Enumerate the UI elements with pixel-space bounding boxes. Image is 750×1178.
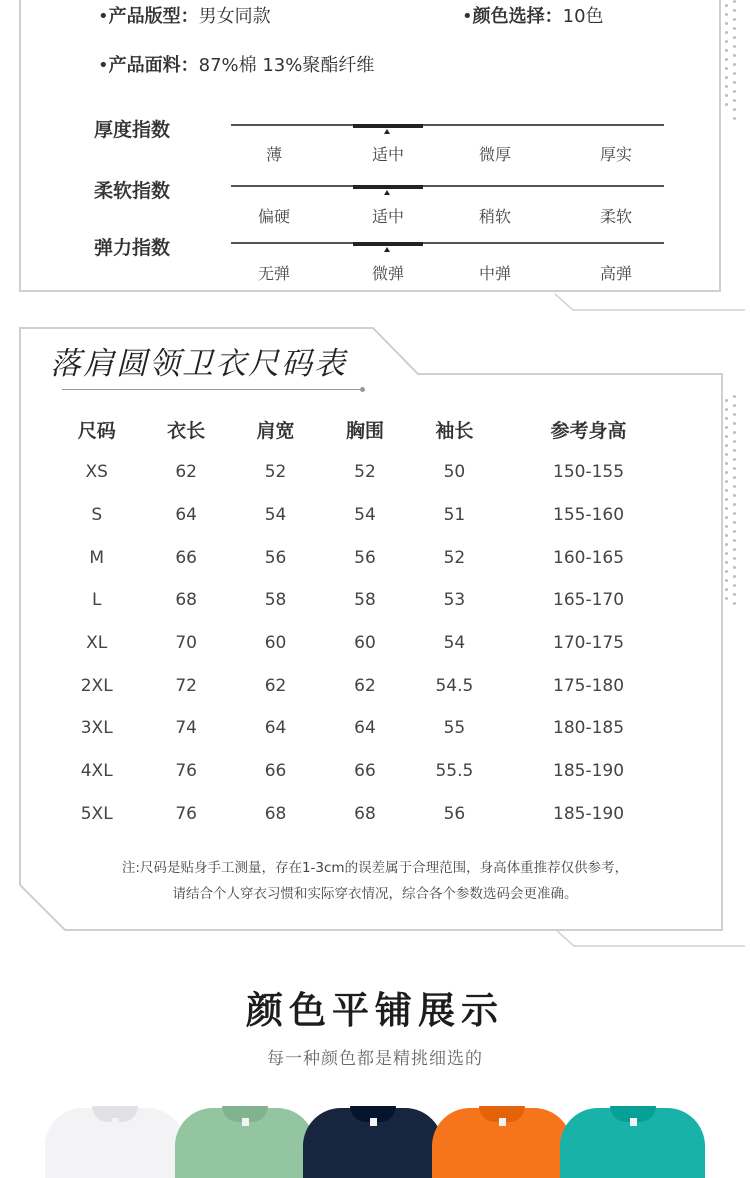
elasticity-option: 微弹 — [371, 264, 404, 283]
table-cell: 3XL — [80, 718, 113, 739]
title-underline-dot — [360, 387, 365, 392]
table-cell: 62 — [354, 675, 376, 696]
table-row — [52, 494, 678, 537]
table-cell: 68 — [175, 590, 197, 611]
table-cell: 60 — [354, 633, 376, 654]
table-cell: 51 — [443, 505, 466, 526]
table-cell: 64 — [354, 718, 376, 739]
shirt-swatch-white[interactable] — [45, 1108, 185, 1178]
shirt-swatch-navy[interactable] — [303, 1108, 443, 1178]
header-length: 衣长 — [167, 419, 206, 442]
color-section-subtitle: 每一种颜色都是精挑细选的 — [267, 1049, 483, 1069]
table-cell: 150-155 — [553, 462, 625, 483]
table-cell: 54 — [354, 505, 376, 526]
table-cell: 160-165 — [553, 547, 625, 568]
table-cell: 52 — [264, 462, 287, 483]
table-cell: 185-190 — [553, 761, 625, 782]
softness-selected-marker — [353, 185, 423, 189]
table-cell: 64 — [264, 718, 287, 739]
shirt-swatch-sage-green[interactable] — [175, 1108, 315, 1178]
thickness-scale-line — [231, 124, 664, 126]
size-table-header — [52, 407, 678, 451]
table-cell: 68 — [354, 803, 376, 824]
shirt-tag — [499, 1118, 506, 1126]
table-cell: 66 — [264, 761, 287, 782]
elasticity-scale-line — [231, 242, 664, 244]
color-value: 10色 — [562, 6, 604, 27]
table-row — [52, 579, 678, 622]
table-cell: 64 — [175, 505, 197, 526]
table-cell: 2XL — [80, 675, 113, 696]
elasticity-index-label: 弹力指数 — [94, 237, 171, 259]
thickness-index-label: 厚度指数 — [94, 119, 171, 141]
shirt-tag — [112, 1118, 119, 1126]
dot-decoration — [725, 4, 729, 112]
softness-option: 适中 — [371, 207, 404, 226]
table-cell: 55 — [443, 718, 466, 739]
shirt-tag — [370, 1118, 377, 1126]
table-cell: 70 — [175, 633, 197, 654]
shirt-swatch-teal[interactable] — [560, 1108, 705, 1178]
table-cell: 66 — [354, 761, 376, 782]
fabric-property: •产品面料：87%棉 13%聚酯纤维 — [98, 55, 375, 76]
table-cell: 66 — [175, 547, 197, 568]
table-cell: 54.5 — [435, 675, 474, 696]
thickness-selected-marker — [353, 124, 423, 128]
table-cell: 60 — [264, 633, 287, 654]
table-cell: 76 — [175, 803, 197, 824]
table-cell: 62 — [264, 675, 287, 696]
table-row — [52, 707, 678, 750]
table-row — [52, 536, 678, 579]
table-cell: 58 — [264, 590, 287, 611]
header-height: 参考身高 — [550, 419, 627, 442]
thickness-pointer-icon — [384, 129, 390, 134]
header-chest: 胸围 — [345, 419, 384, 442]
table-cell: XL — [86, 633, 108, 654]
softness-index-label: 柔软指数 — [94, 180, 171, 202]
thickness-option: 薄 — [265, 145, 282, 164]
softness-option: 柔软 — [599, 207, 632, 226]
fit-value: 男女同款 — [198, 6, 271, 27]
table-cell: 76 — [175, 761, 197, 782]
color-section-title: 颜色平铺展示 — [246, 989, 504, 1032]
table-cell: 185-190 — [553, 803, 625, 824]
table-cell: 72 — [175, 675, 197, 696]
dot-decoration — [733, 0, 737, 126]
table-cell: 4XL — [80, 761, 113, 782]
size-chart-title: 落肩圆领卫衣尺码表 — [50, 346, 347, 382]
size-note-line1: 注:尺码是贴身手工测量，存在1-3cm的误差属于合理范围，身高体重推荐仅供参考， — [121, 860, 629, 876]
table-cell: XS — [85, 462, 108, 483]
fabric-value: 87%棉 13%聚酯纤维 — [198, 55, 375, 76]
table-cell: 74 — [175, 718, 197, 739]
header-size: 尺码 — [77, 419, 116, 442]
softness-scale-line — [231, 185, 664, 187]
fabric-label: 产品面料： — [108, 55, 199, 76]
table-row — [52, 451, 678, 494]
table-cell: 68 — [264, 803, 287, 824]
table-cell: 56 — [443, 803, 466, 824]
shirt-tag — [630, 1118, 637, 1126]
header-sleeve: 袖长 — [435, 419, 474, 442]
table-cell: 55.5 — [435, 761, 474, 782]
elasticity-option: 高弹 — [599, 264, 632, 283]
color-property: •颜色选择：10色 — [462, 6, 604, 27]
elasticity-selected-marker — [353, 242, 423, 246]
table-cell: 170-175 — [553, 633, 625, 654]
fit-label: 产品版型： — [108, 6, 199, 27]
size-table — [52, 407, 678, 835]
fit-property: •产品版型：男女同款 — [98, 6, 271, 27]
dot-decoration — [733, 395, 737, 611]
table-cell: 5XL — [80, 803, 113, 824]
table-cell: 155-160 — [553, 505, 625, 526]
thickness-option: 适中 — [371, 145, 404, 164]
table-cell: L — [91, 590, 102, 611]
table-row — [52, 664, 678, 707]
table-row — [52, 793, 678, 836]
dot-decoration — [725, 399, 729, 606]
elasticity-option: 中弹 — [478, 264, 511, 283]
header-shoulder: 肩宽 — [256, 419, 295, 442]
shirt-swatch-orange[interactable] — [432, 1108, 572, 1178]
shirt-tag — [242, 1118, 249, 1126]
size-note-line2: 请结合个人穿衣习惯和实际穿衣情况，综合各个参数选码会更准确。 — [172, 886, 578, 902]
elasticity-pointer-icon — [384, 247, 390, 252]
table-cell: M — [89, 547, 105, 568]
thickness-option: 厚实 — [599, 145, 632, 164]
table-cell: 56 — [264, 547, 287, 568]
softness-option: 稍软 — [478, 207, 511, 226]
table-cell: 54 — [264, 505, 287, 526]
table-cell: 52 — [443, 547, 466, 568]
table-cell: 50 — [443, 462, 466, 483]
table-cell: 175-180 — [553, 675, 625, 696]
table-cell: 58 — [354, 590, 376, 611]
table-cell: 53 — [443, 590, 466, 611]
table-row — [52, 622, 678, 665]
table-cell: 62 — [175, 462, 197, 483]
title-underline — [62, 389, 362, 390]
elasticity-option: 无弹 — [257, 264, 290, 283]
table-row — [52, 750, 678, 793]
table-cell: S — [91, 505, 103, 526]
table-cell: 180-185 — [553, 718, 625, 739]
softness-pointer-icon — [384, 190, 390, 195]
color-label: 颜色选择： — [472, 6, 563, 27]
table-cell: 54 — [443, 633, 466, 654]
thickness-option: 微厚 — [478, 145, 511, 164]
softness-option: 偏硬 — [257, 207, 290, 226]
table-cell: 52 — [354, 462, 376, 483]
table-cell: 165-170 — [553, 590, 625, 611]
table-cell: 56 — [354, 547, 376, 568]
